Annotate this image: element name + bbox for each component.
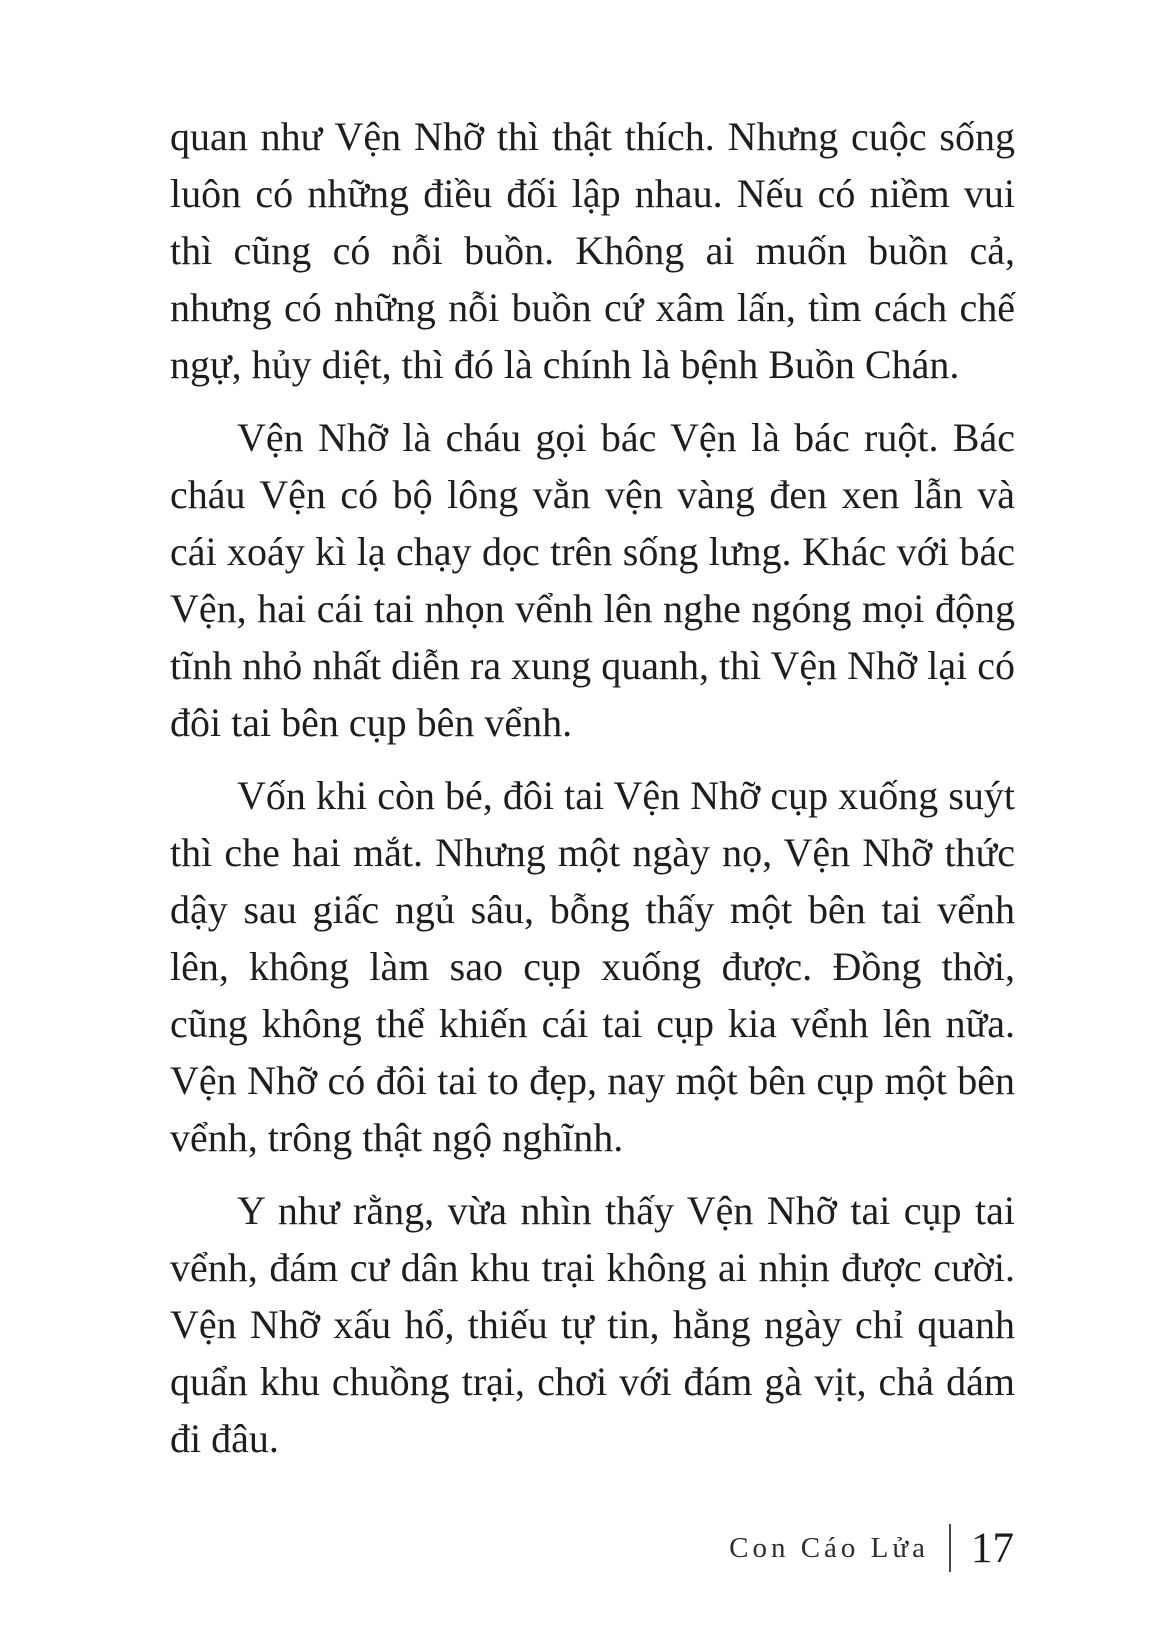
paragraph: quan như Vện Nhỡ thì thật thích. Nhưng cuộc sống luôn có những điều đối lập nhau. Nếu có niềm vui thì cũng có nỗi buồn. Không ai muốn buồn cả, nhưng có những nỗi buồn cứ xâm lấn, tìm cách chế ngự, hủy diệt, thì đó là chính là bệnh Buồn Chán. xyxy=(170,114,1015,387)
running-title: Con Cáo Lửa xyxy=(729,1531,929,1564)
paragraph: Vện Nhỡ là cháu gọi bác Vện là bác ruột. Bác cháu Vện có bộ lông vằn vện vàng đen xen lẫn và cái xoáy kì lạ chạy dọc trên sống lưng. Khác với bác Vện, hai cái tai nhọn vểnh lên nghe ngóng mọi động tĩnh nhỏ nhất diễn ra xung quanh, thì Vện Nhỡ lại có đôi tai bên cụp bên vểnh. xyxy=(170,415,1015,745)
paragraph: Vốn khi còn bé, đôi tai Vện Nhỡ cụp xuống suýt thì che hai mắt. Nhưng một ngày nọ, Vện Nhỡ thức dậy sau giấc ngủ sâu, bỗng thấy một bên tai vểnh lên, không làm sao cụp xuống được. Đồng thời, cũng không thể khiến cái tai cụp kia vểnh lên nữa. Vện Nhỡ có đôi tai to đẹp, nay một bên cụp một bên vểnh, trông thật ngộ nghĩnh. xyxy=(170,773,1015,1160)
page-body xyxy=(170,108,1015,1483)
paragraph: Y như rằng, vừa nhìn thấy Vện Nhỡ tai cụp tai vểnh, đám cư dân khu trại không ai nhịn được cười. Vện Nhỡ xấu hổ, thiếu tự tin, hằng ngày chỉ quanh quẩn khu chuồng trại, chơi với đám gà vịt, chả dám đi đâu. xyxy=(170,1188,1015,1461)
footer-divider xyxy=(949,1524,951,1572)
page-footer xyxy=(729,1522,1014,1574)
page-number: 17 xyxy=(971,1524,1014,1572)
